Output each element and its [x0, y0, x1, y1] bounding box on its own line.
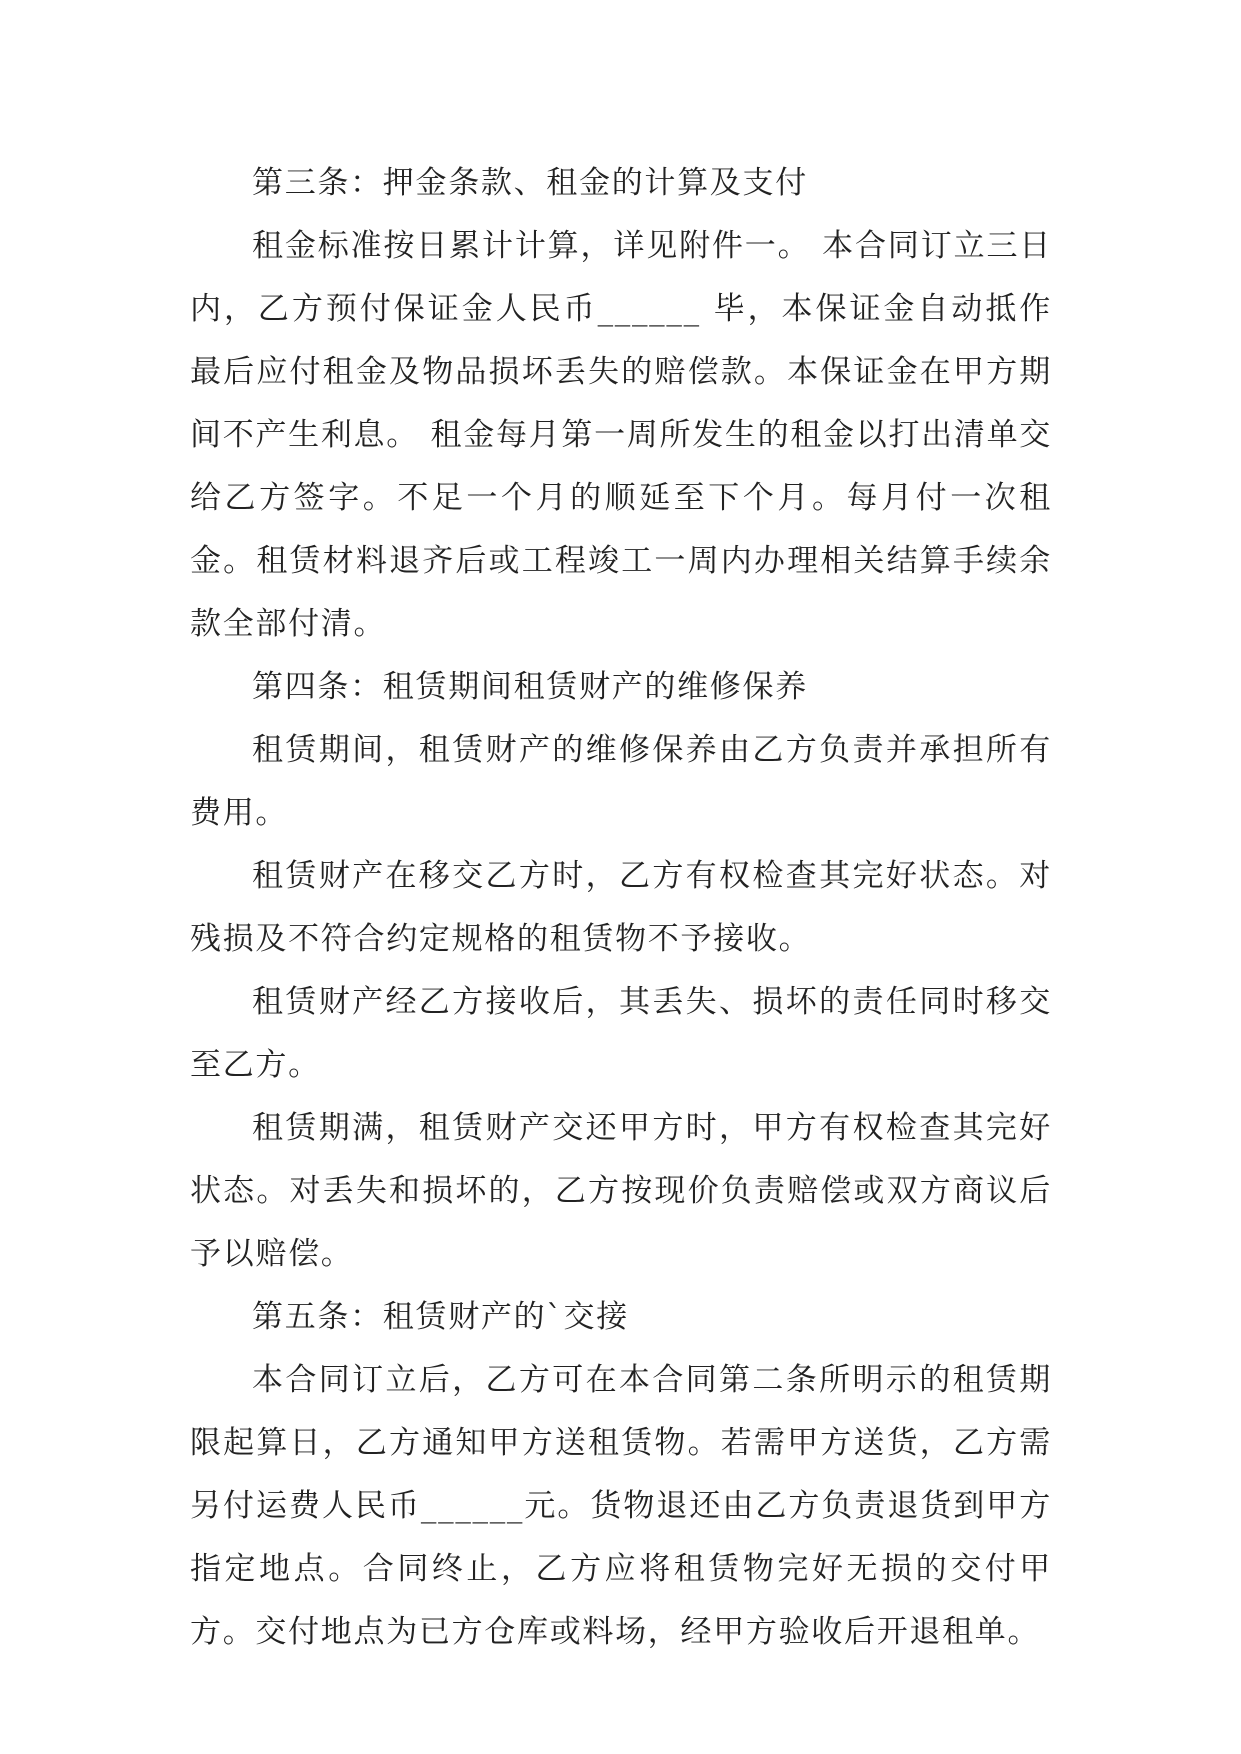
article-4-heading: 第四条：租赁期间租赁财产的维修保养 [252, 669, 808, 705]
article-4-paragraph-4: 租赁期满，租赁财产交还甲方时，甲方有权检查其完好状态。对丢失和损坏的，乙方按现价负责赔偿或双方商议后予以赔偿。 [190, 1110, 1052, 1272]
document-page [190, 152, 1052, 1664]
article-3-heading: 第三条：押金条款、租金的计算及支付 [252, 165, 808, 201]
article-4-paragraph-2: 租赁财产在移交乙方时，乙方有权检查其完好状态。对残损及不符合约定规格的租赁物不予接收。 [190, 858, 1052, 957]
article-3-body: 租金标准按日累计计算，详见附件一。 本合同订立三日内，乙方预付保证金人民币______ 毕，本保证金自动抵作最后应付租金及物品损坏丢失的赔偿款。本保证金在甲方期间不产生利息。 租金每月第一周所发生的租金以打出清单交给乙方签字。不足一个月的顺延至下个月。每月付一次租金。租赁材料退齐后或工程竣工一周内办理相关结算手续余款全部付清。 [190, 228, 1052, 642]
article-4-paragraph-1: 租赁期间，租赁财产的维修保养由乙方负责并承担所有费用。 [190, 732, 1052, 831]
article-5-heading: 第五条：租赁财产的`交接 [252, 1299, 629, 1335]
article-4-paragraph-3: 租赁财产经乙方接收后，其丢失、损坏的责任同时移交至乙方。 [190, 984, 1052, 1083]
article-5-body: 本合同订立后，乙方可在本合同第二条所明示的租赁期限起算日，乙方通知甲方送租赁物。若需甲方送货，乙方需另付运费人民币______元。货物退还由乙方负责退货到甲方指定地点。合同终止，乙方应将租赁物完好无损的交付甲方。交付地点为已方仓库或料场，经甲方验收后开退租单。 [190, 1362, 1052, 1650]
